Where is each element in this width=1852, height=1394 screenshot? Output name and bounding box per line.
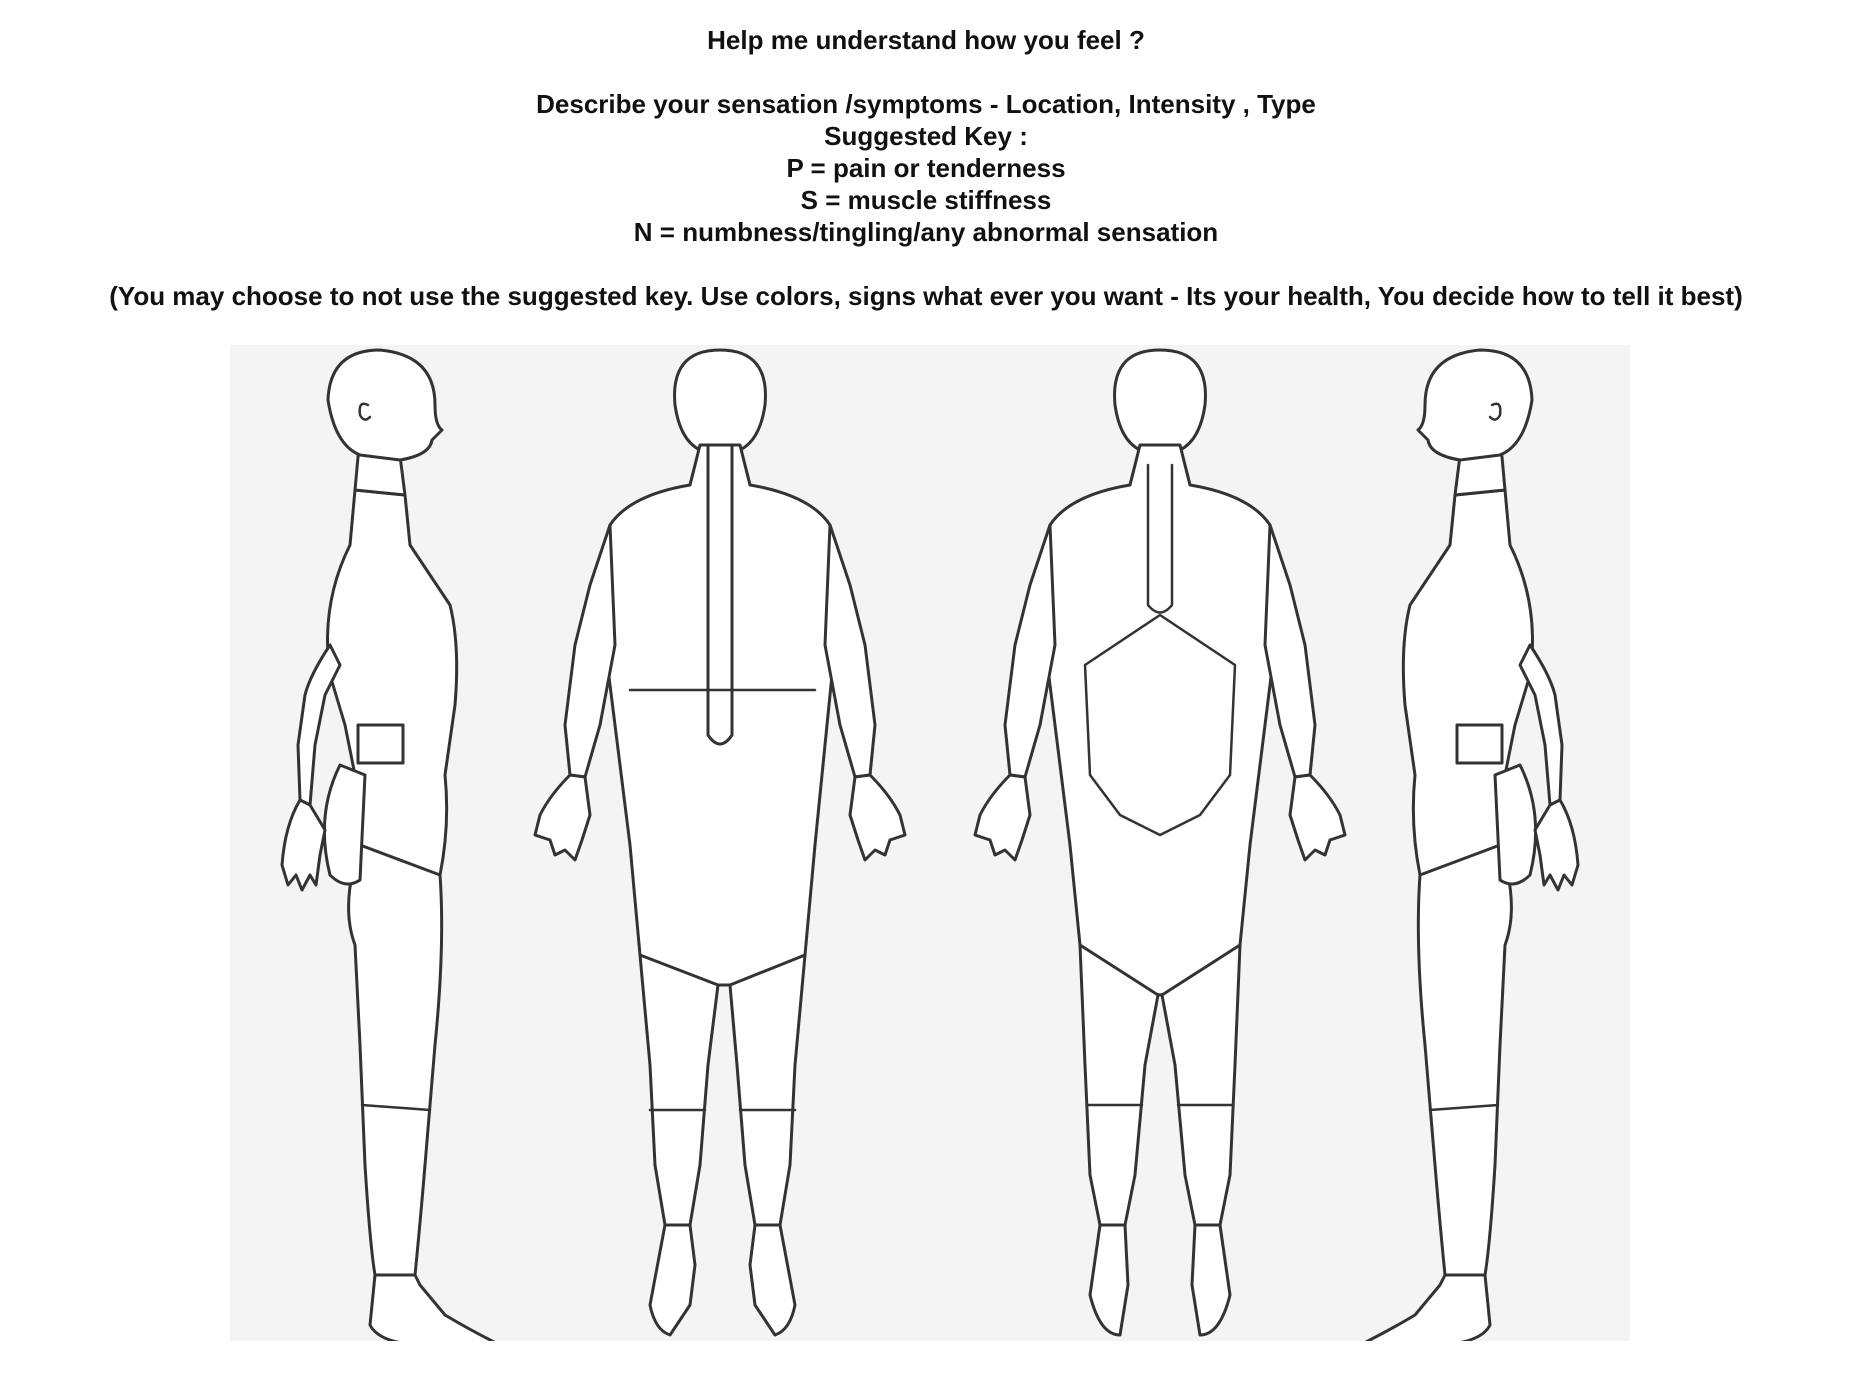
front-left-hand[interactable] [975, 775, 1030, 860]
key-item-stiffness: S = muscle stiffness [800, 185, 1052, 215]
front-torso[interactable] [1045, 445, 1275, 995]
side-left-hand[interactable] [282, 800, 325, 890]
front-left-arm[interactable] [1005, 525, 1055, 777]
side-left-foot[interactable] [370, 1275, 500, 1341]
side-right-waist[interactable] [1457, 725, 1502, 763]
front-head[interactable] [1115, 350, 1206, 450]
side-left-waist[interactable] [358, 725, 403, 763]
front-right-arm[interactable] [1265, 525, 1315, 777]
page-title: Help me understand how you feel ? [707, 25, 1145, 55]
side-left-head[interactable] [328, 350, 442, 460]
body-diagram-panel[interactable] [230, 345, 1630, 1341]
key-heading: Suggested Key : [824, 121, 1028, 151]
body-diagram[interactable] [230, 345, 1630, 1341]
figure-back[interactable] [535, 350, 905, 1335]
front-left-foot[interactable] [1090, 1225, 1128, 1335]
note-text: (You may choose to not use the suggested key. Use colors, signs what ever you want - Its your health, You decide how to tell it best) [109, 281, 1743, 311]
side-left-leg[interactable] [349, 815, 442, 1275]
side-right-leg[interactable] [1418, 815, 1511, 1275]
side-right-buttock[interactable] [1495, 765, 1536, 884]
figure-side-right[interactable] [1360, 350, 1578, 1341]
instruction-text: Describe your sensation /symptoms - Location, Intensity , Type [536, 89, 1316, 119]
back-spine[interactable] [708, 445, 732, 744]
side-left-buttock[interactable] [324, 765, 365, 884]
side-right-hand[interactable] [1535, 800, 1578, 890]
back-right-arm[interactable] [825, 525, 875, 777]
front-left-leg[interactable] [1080, 945, 1158, 1225]
back-left-arm[interactable] [565, 525, 615, 777]
front-right-hand[interactable] [1290, 775, 1345, 860]
back-right-hand[interactable] [850, 775, 905, 860]
back-right-foot[interactable] [750, 1225, 795, 1335]
side-right-foot[interactable] [1360, 1275, 1490, 1341]
key-item-numbness: N = numbness/tingling/any abnormal sensation [633, 217, 1219, 247]
back-left-leg[interactable] [640, 955, 718, 1225]
back-left-foot[interactable] [650, 1225, 695, 1335]
back-left-hand[interactable] [535, 775, 590, 860]
figure-front[interactable] [975, 350, 1345, 1335]
figure-side-left[interactable] [282, 350, 500, 1341]
key-item-pain: P = pain or tenderness [786, 153, 1066, 183]
front-right-leg[interactable] [1162, 945, 1240, 1225]
back-right-leg[interactable] [730, 955, 805, 1225]
front-right-foot[interactable] [1192, 1225, 1230, 1335]
back-head[interactable] [675, 350, 766, 450]
side-right-head[interactable] [1418, 350, 1532, 460]
